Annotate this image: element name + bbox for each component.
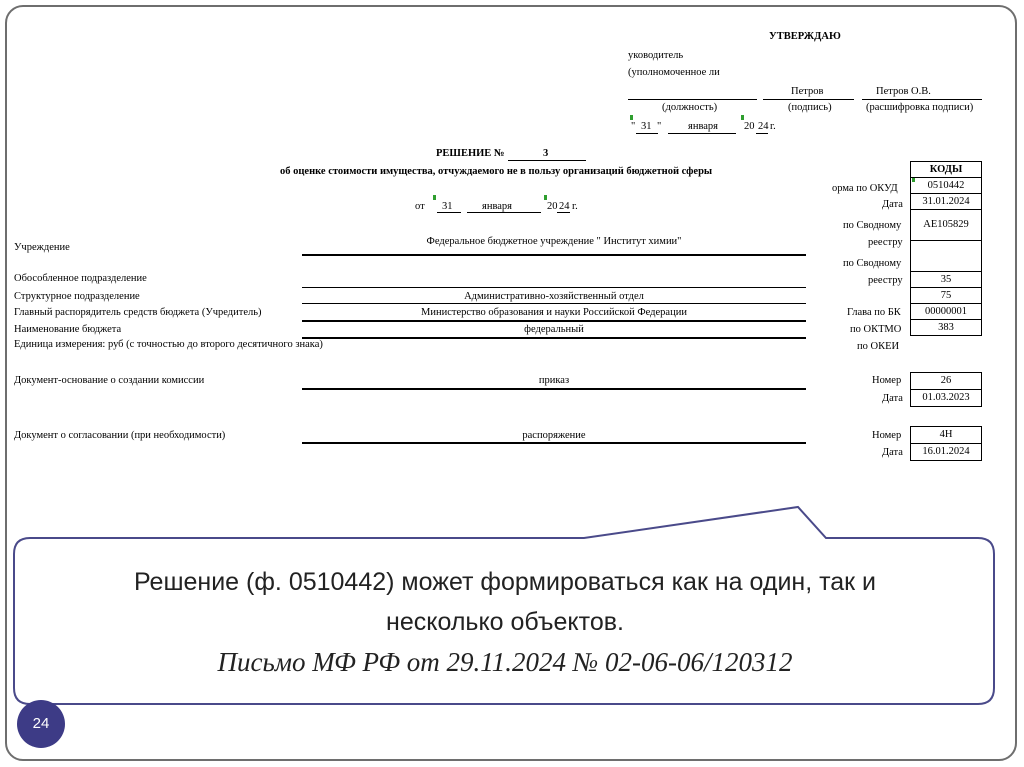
unit-label: Единица измерения: руб (с точностью до второго десятичного знака) (14, 339, 323, 350)
decision-suffix: г. (572, 201, 578, 212)
approve-head-label: уководитель (628, 50, 684, 61)
callout-line-1: Решение (ф. 0510442) может формироваться как на один, так и (133, 568, 877, 596)
approve-date-q2: " (657, 121, 662, 132)
approve-date-day: 31 (641, 121, 652, 132)
cap-position: (должность) (662, 102, 718, 113)
manager-label: Главный распорядитель средств бюджета (Учредитель) (14, 307, 262, 318)
okei-cell: 383 (911, 320, 982, 336)
decision-year-prefix: 20 (547, 201, 558, 212)
basis-label: Документ-основание о создании комиссии (14, 375, 205, 386)
approve-heading: УТВЕРЖДАЮ (769, 31, 841, 42)
bk-cell: 75 (911, 288, 982, 304)
approve-head-sub: (уполномоченное ли (628, 67, 720, 78)
decision-number: 3 (543, 148, 549, 159)
approve-signature: Петров (791, 86, 824, 97)
cap-decode: (расшифровка подписи) (866, 102, 974, 113)
structural-label: Структурное подразделение (14, 291, 140, 302)
approval-label: Документ о согласовании (при необходимости) (14, 430, 226, 441)
oktmo-cell: 00000001 (911, 304, 982, 320)
basis-num-label: Номер (872, 375, 902, 386)
approve-date-year-prefix: 20 (744, 121, 755, 132)
decision-subtitle: об оценке стоимости имущества, отчуждаемого не в пользу организаций бюджетной сферы (280, 166, 713, 177)
okud-label: орма по ОКУД (832, 183, 898, 194)
date-cell: 31.01.2024 (911, 194, 982, 210)
approval-date-cell: 16.01.2024 (922, 446, 970, 457)
structural-value: Административно-хозяйственный отдел (464, 291, 644, 302)
decision-title: РЕШЕНИЕ № (436, 148, 505, 159)
budget-label: Наименование бюджета (14, 324, 122, 335)
approve-date-year: 24 (758, 121, 769, 132)
basis-date-cell: 01.03.2023 (922, 392, 970, 403)
svod1-cell: АЕ105829 (911, 210, 982, 241)
decision-day: 31 (442, 201, 453, 212)
okei-label: по ОКЕИ (857, 341, 900, 352)
date-label: Дата (882, 199, 903, 210)
svod2-label-a: по Сводному (843, 258, 902, 269)
codes-header: КОДЫ (911, 162, 982, 178)
decision-month: января (482, 201, 513, 212)
manager-value: Министерство образования и науки Российской Федерации (421, 307, 687, 318)
approve-signature-decode: Петров О.В. (876, 86, 931, 97)
callout-line-2: несколько объектов. (386, 608, 624, 636)
institution-value: Федеральное бюджетное учреждение " Институт химии" (426, 236, 682, 247)
slide-number-badge: 24 (17, 700, 65, 748)
approval-num-cell: 4Н (911, 427, 981, 444)
approval-date-label: Дата (882, 447, 903, 458)
approve-date-q1: " (631, 121, 636, 132)
approve-date-suffix: г. (770, 121, 776, 132)
cap-signature: (подпись) (788, 102, 832, 113)
svod2-label-b: реестру (868, 275, 903, 286)
approval-num-label: Номер (872, 430, 902, 441)
callout-line-3: Письмо МФ РФ от 29.11.2024 № 02-06-06/120312 (217, 647, 793, 677)
basis-date-label: Дата (882, 393, 903, 404)
separate-label: Обособленное подразделение (14, 273, 147, 284)
decision-year: 24 (559, 201, 570, 212)
budget-value: федеральный (524, 324, 584, 335)
decision-from: от (415, 201, 425, 212)
approve-date-month: января (688, 121, 719, 132)
okud-cell: 0510442 (911, 178, 982, 194)
oktmo-label: по ОКТМО (850, 324, 902, 335)
basis-value: приказ (538, 375, 570, 386)
struct-code-cell: 35 (911, 272, 982, 288)
basis-num-cell: 26 (911, 373, 981, 390)
bk-label: Глава по БК (847, 307, 901, 318)
svod1-label-a: по Сводному (843, 220, 902, 231)
approval-value: распоряжение (522, 430, 586, 441)
institution-label: Учреждение (14, 242, 70, 253)
svod1-label-b: реестру (868, 237, 903, 248)
